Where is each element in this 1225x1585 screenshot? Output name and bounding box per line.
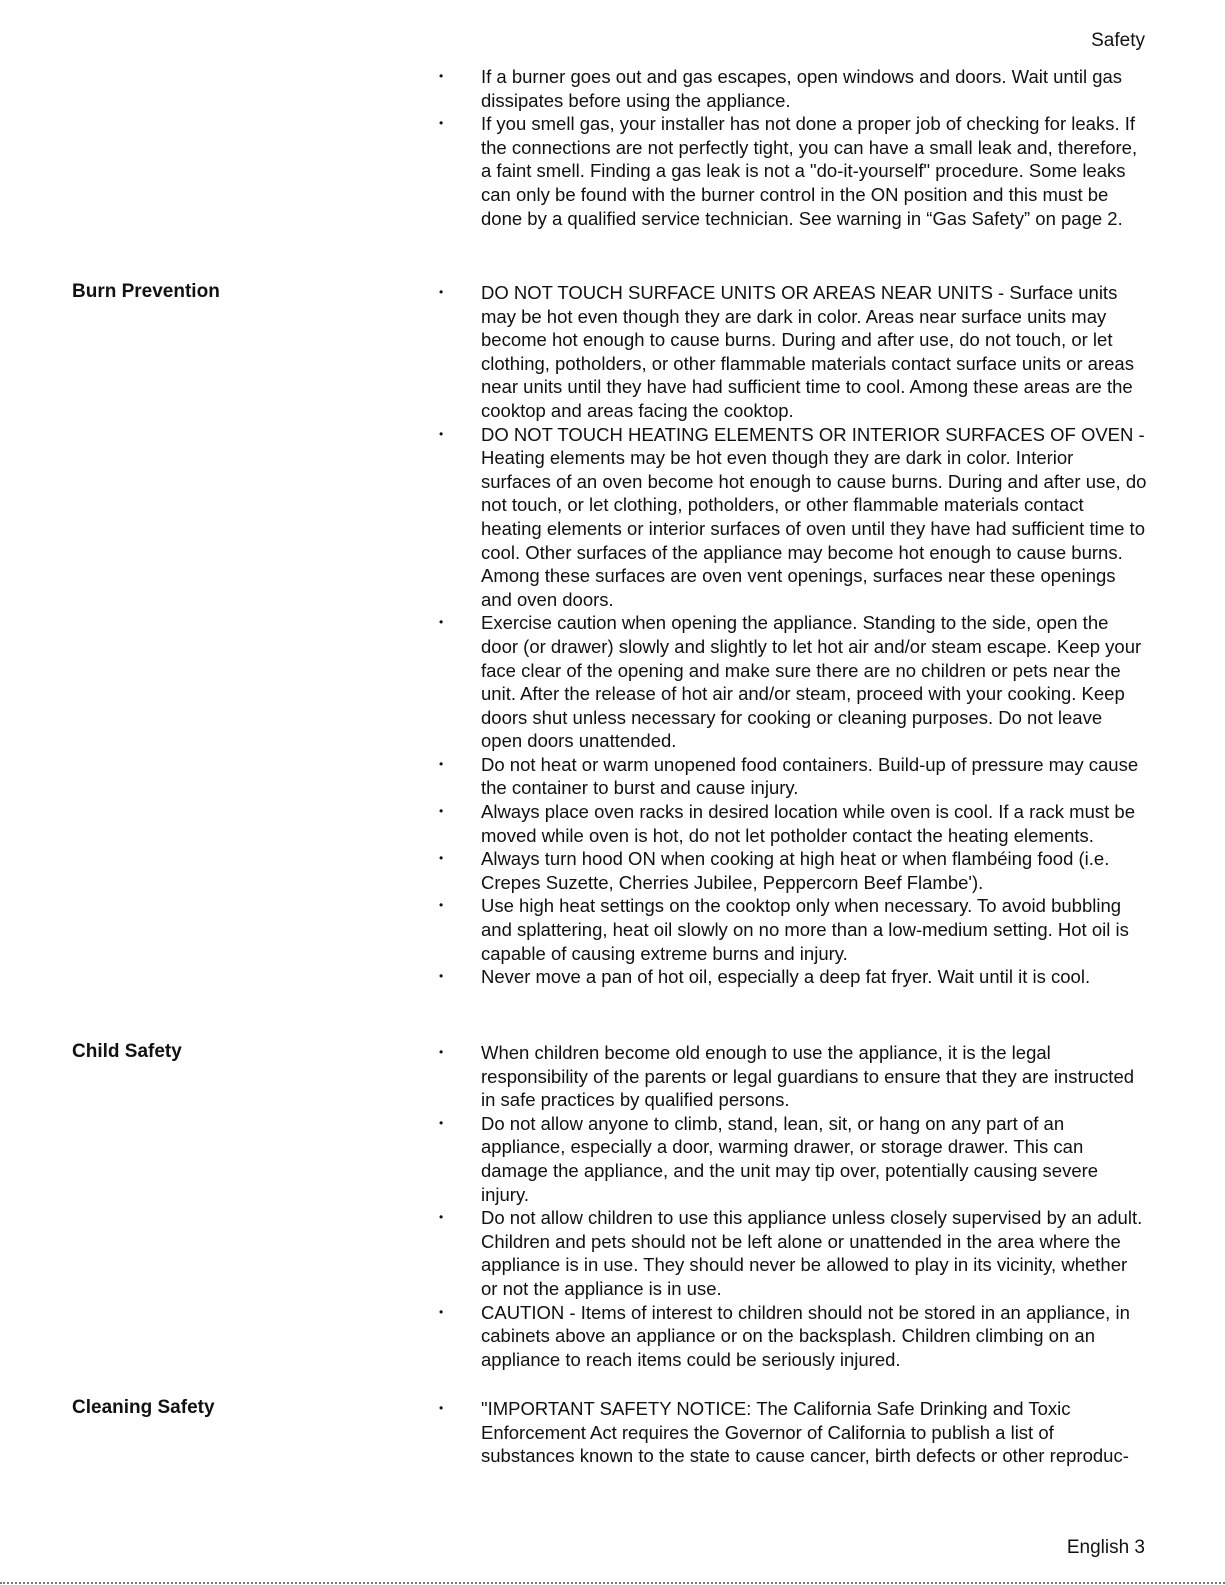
bottom-divider <box>0 1580 1225 1584</box>
list-item: • Use high heat settings on the cooktop only when necessary. To avoid bubbling and splattering, heat oil slowly on no more than a low-medium setting. Hot oil is capable of causing extreme burns and injury. <box>437 894 1147 965</box>
list-item: • DO NOT TOUCH HEATING ELEMENTS OR INTERIOR SURFACES OF OVEN - Heating elements may be hot even though they are dark in color. Interior surfaces of an oven become hot enough to cause burns. During and after use, do not touch, or let clothing, potholders, or other flammable materials contact heating elements or interior surfaces of oven until they have had sufficient time to cool. Other surfaces of the appliance may become hot enough to cause burns. Among these surfaces are oven vent openings, surfaces near these openings and oven doors. <box>437 423 1147 612</box>
child-safety-list <box>437 1041 1147 1371</box>
list-item: • Never move a pan of hot oil, especially a deep fat fryer. Wait until it is cool. <box>437 965 1147 989</box>
list-item: • "IMPORTANT SAFETY NOTICE: The California Safe Drinking and Toxic Enforcement Act requires the Governor of California to publish a list of substances known to the state to cause cancer, birth defects or other reproduc- <box>437 1397 1147 1468</box>
list-item: • When children become old enough to use the appliance, it is the legal responsibility of the parents or legal guardians to ensure that they are instructed in safe practices by qualified persons. <box>437 1041 1147 1112</box>
intro-list <box>437 65 1147 230</box>
burn-prevention-list <box>437 281 1147 989</box>
list-item: • If a burner goes out and gas escapes, open windows and doors. Wait until gas dissipates before using the appliance. <box>437 65 1147 112</box>
list-item: • Always place oven racks in desired location while oven is cool. If a rack must be moved while oven is hot, do not let potholder contact the heating elements. <box>437 800 1147 847</box>
section-title-child-safety: Child Safety <box>72 1041 182 1062</box>
list-item: • Do not allow anyone to climb, stand, lean, sit, or hang on any part of an appliance, especially a door, warming drawer, or storage drawer. This can damage the appliance, and the unit may tip over, potentially causing severe injury. <box>437 1112 1147 1206</box>
list-item: • If you smell gas, your installer has not done a proper job of checking for leaks. If the connections are not perfectly tight, you can have a small leak and, therefore, a faint smell. Finding a gas leak is not a "do-it-yourself" procedure. Some leaks can only be found with the burner control in the ON position and this must be done by a qualified service technician. See warning in “Gas Safety” on page 2. <box>437 112 1147 230</box>
page-header-section: Safety <box>1091 30 1145 51</box>
section-title-burn-prevention: Burn Prevention <box>72 281 220 302</box>
list-item: • DO NOT TOUCH SURFACE UNITS OR AREAS NEAR UNITS - Surface units may be hot even though they are dark in color. Areas near surface units may become hot enough to cause burns. During and after use, do not touch, or let clothing, potholders, or other flammable materials contact surface units or areas near units until they have had sufficient time to cool. Among these areas are the cooktop and areas facing the cooktop. <box>437 281 1147 423</box>
list-item: • Exercise caution when opening the appliance. Standing to the side, open the door (or drawer) slowly and slightly to let hot air and/or steam escape. Keep your face clear of the opening and make sure there are no children or pets near the unit. After the release of hot air and/or steam, proceed with your cooking. Keep doors shut unless necessary for cooking or cleaning purposes. Do not leave open doors unattended. <box>437 611 1147 753</box>
cleaning-safety-list <box>437 1397 1147 1468</box>
page-footer-number: English 3 <box>1066 1537 1145 1558</box>
list-item: • Do not heat or warm unopened food containers. Build-up of pressure may cause the container to burst and cause injury. <box>437 753 1147 800</box>
section-title-cleaning-safety: Cleaning Safety <box>72 1397 215 1418</box>
list-item: • Do not allow children to use this appliance unless closely supervised by an adult. Children and pets should not be left alone or unattended in the area where the appliance is in use. They should never be allowed to play in its vicinity, whether or not the appliance is in use. <box>437 1206 1147 1300</box>
list-item: • Always turn hood ON when cooking at high heat or when flambéing food (i.e. Crepes Suzette, Cherries Jubilee, Peppercorn Beef Flambe'). <box>437 847 1147 894</box>
list-item: • CAUTION - Items of interest to children should not be stored in an appliance, in cabinets above an appliance or on the backsplash. Children climbing on an appliance to reach items could be seriously injured. <box>437 1301 1147 1372</box>
